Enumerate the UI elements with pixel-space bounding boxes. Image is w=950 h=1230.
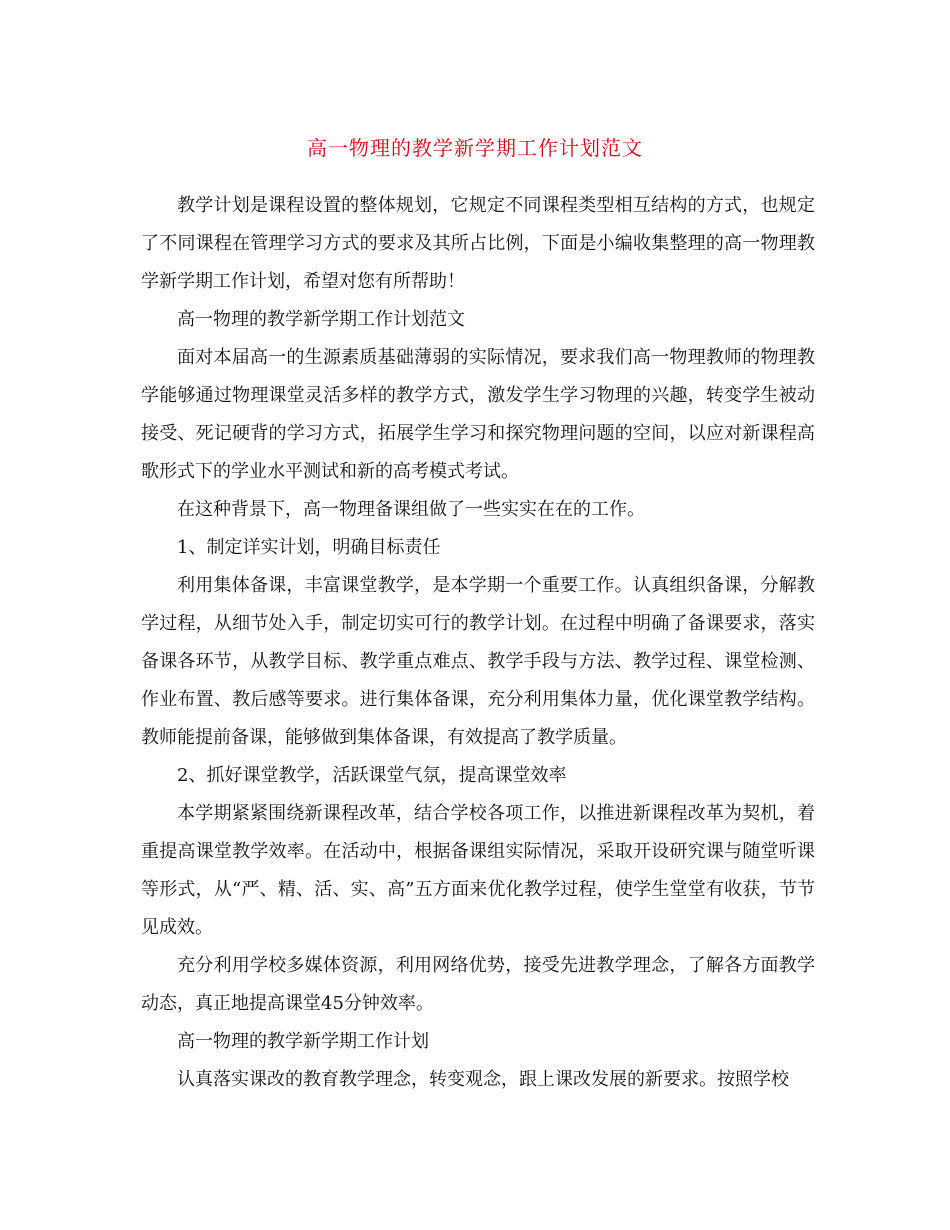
paragraph-multimedia: 充分利用学校多媒体资源，利用网络优势，接受先进教学理念，了解各方面教学动态，真正地提高课堂45分钟效率。: [141, 955, 815, 1014]
paragraph-section-1: 利用集体备课，丰富课堂教学，是本学期一个重要工作。认真组织备课，分解教学过程，从细节处入手，制定切实可行的教学计划。在过程中明确了备课要求，落实备课各环节，从教学目标、教学重点难点、教学手段与方法、教学过程、课堂检测、作业布置、教后感等要求。进行集体备课，充分利用集体力量，优化课堂教学结构。教师能提前备课，能够做到集体备课，有效提高了教学质量。: [141, 575, 815, 748]
section-heading-1: 1、制定详实计划，明确目标责任: [177, 537, 441, 558]
section-heading-2: 2、抓好课堂教学，活跃课堂气氛，提高课堂效率: [177, 765, 567, 786]
paragraph-final: 认真落实课改的教育教学理念，转变观念，跟上课改发展的新要求。按照学校: [177, 1069, 789, 1090]
document-body: [141, 187, 815, 1099]
paragraph-section-2: 本学期紧紧围绕新课程改革，结合学校各项工作，以推进新课程改革为契机，着重提高课堂教学效率。在活动中，根据备课组实际情况，采取开设研究课与随堂听课等形式，从“严、精、活、实、高”五方面来优化教学过程，使学生堂堂有收获，节节见成效。: [141, 803, 815, 938]
document-title: 高一物理的教学新学期工作计划范文: [307, 136, 643, 160]
paragraph-intro: 教学计划是课程设置的整体规划，它规定不同课程类型相互结构的方式，也规定了不同课程在管理学习方式的要求及其所占比例，下面是小编收集整理的高一物理教学新学期工作计划，希望对您有所帮助！: [141, 195, 815, 292]
paragraph-context: 在这种背景下，高一物理备课组做了一些实实在在的工作。: [177, 499, 645, 520]
paragraph-subtitle-2: 高一物理的教学新学期工作计划: [177, 1031, 429, 1052]
paragraph-background: 面对本届高一的生源素质基础薄弱的实际情况，要求我们高一物理教师的物理教学能够通过物理课堂灵活多样的教学方式，激发学生学习物理的兴趣，转变学生被动接受、死记硬背的学习方式，拓展学生学习和探究物理问题的空间，以应对新课程高歌形式下的学业水平测试和新的高考模式考试。: [141, 347, 815, 482]
paragraph-subtitle: 高一物理的教学新学期工作计划范文: [177, 309, 465, 330]
